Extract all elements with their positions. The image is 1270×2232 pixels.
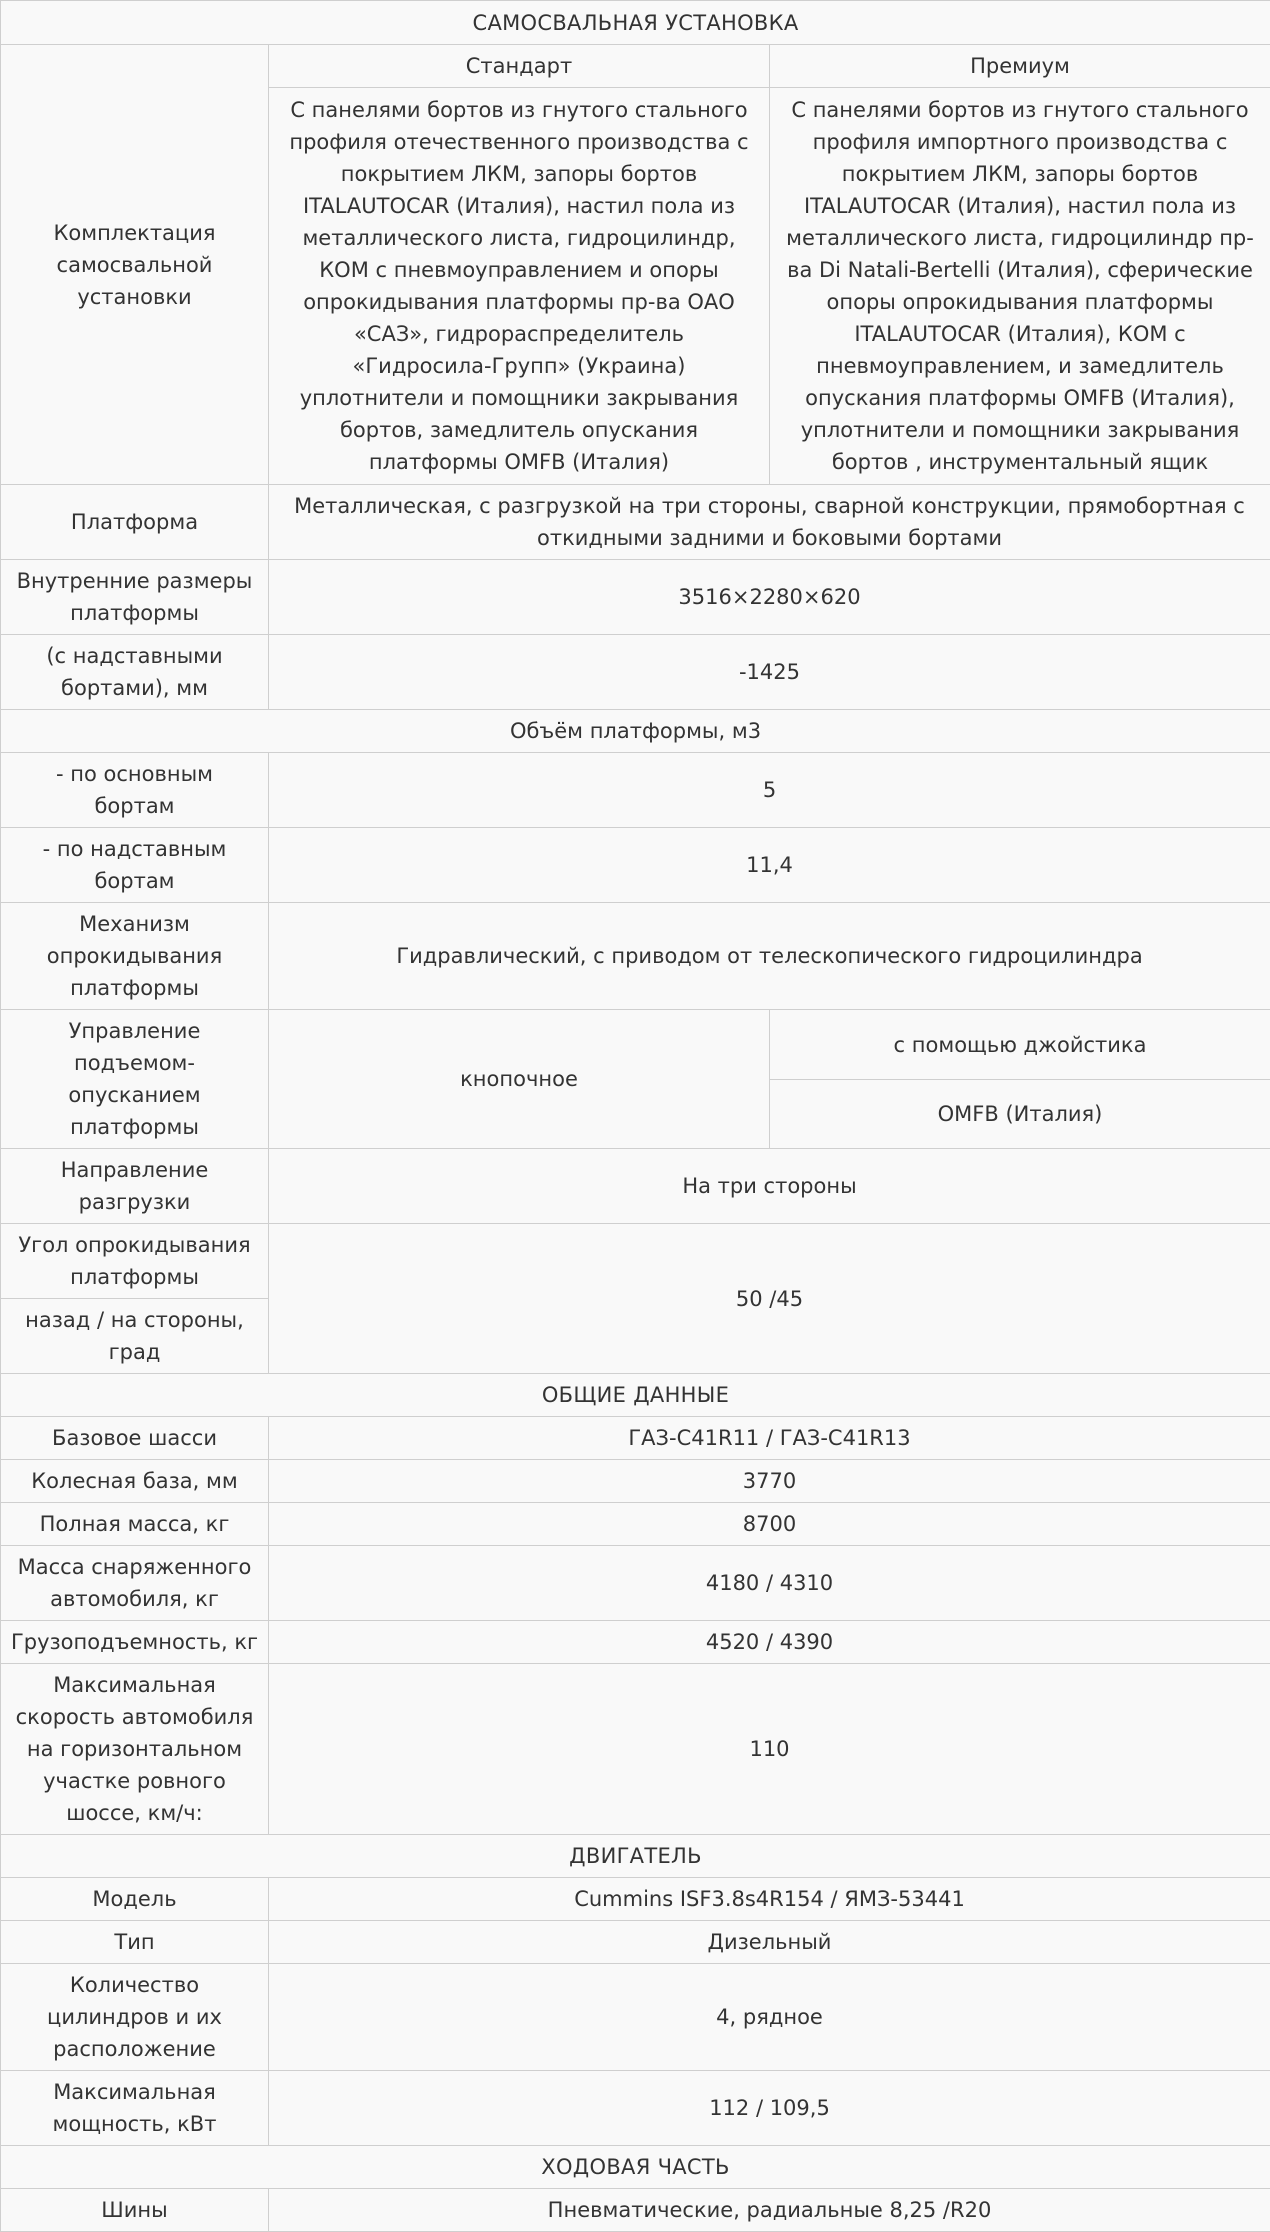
general-row <box>1 1417 1270 1460</box>
vol-ext-value: 11,4 <box>269 828 1270 903</box>
extended-value: -1425 <box>269 635 1270 710</box>
platform-label: Платформа <box>1 485 269 560</box>
general-value: ГАЗ-C41R11 / ГАЗ-C41R13 <box>269 1417 1270 1460</box>
vol-main-row <box>1 753 1270 828</box>
general-row <box>1 1460 1270 1503</box>
tipping-value: Гидравлический, с приводом от телескопического гидроцилиндра <box>269 903 1270 1010</box>
engine-label: Модель <box>1 1878 269 1921</box>
section-title-general: ОБЩИЕ ДАННЫЕ <box>1 1374 1270 1417</box>
platform-value: Металлическая, с разгрузкой на три стороны, сварной конструкции, прямобортная с откидными задними и боковыми бортами <box>269 485 1270 560</box>
engine-label: Максимальная мощность, кВт <box>1 2071 269 2146</box>
general-label: Масса снаряженного автомобиля, кг <box>1 1546 269 1621</box>
volume-header-row <box>1 710 1270 753</box>
general-label: Колесная база, мм <box>1 1460 269 1503</box>
chassis-value: Пневматические, радиальные 8,25 /R20 <box>269 2189 1270 2232</box>
tipping-row <box>1 903 1270 1010</box>
direction-value: На три стороны <box>269 1149 1270 1224</box>
engine-row <box>1 2071 1270 2146</box>
kit-label: Комплектация самосвальной установки <box>1 45 269 485</box>
inner-size-label: Внутренние размеры платформы <box>1 560 269 635</box>
section-title-dump: САМОСВАЛЬНАЯ УСТАНОВКА <box>1 1 1270 45</box>
general-value: 8700 <box>269 1503 1270 1546</box>
kit-premium-text: С панелями бортов из гнутого стального профиля импортного производства с покрытием ЛКМ, запоры бортов ITALAUTOCAR (Италия), настил пола из металлического листа, гидроцилиндр пр-ва Di Natali-Bertelli (Италия), сферические опоры опрокидывания платформы ITALAUTOCAR (Италия), КОМ с пневмоуправлением, и замедлитель опускания платформы OMFB (Италия), уплотнители и помощники закрывания бортов , инструментальный ящик <box>770 88 1270 485</box>
platform-row <box>1 485 1270 560</box>
general-label: Грузоподъемность, кг <box>1 1621 269 1664</box>
general-row <box>1 1503 1270 1546</box>
control-premium-1: с помощью джойстика <box>770 1010 1270 1080</box>
engine-row <box>1 1878 1270 1921</box>
engine-value: Дизельный <box>269 1921 1270 1964</box>
vol-main-value: 5 <box>269 753 1270 828</box>
kit-premium-header: Премиум <box>770 45 1270 88</box>
general-value: 3770 <box>269 1460 1270 1503</box>
inner-size-row <box>1 560 1270 635</box>
section-row-engine <box>1 1835 1270 1878</box>
section-title-engine: ДВИГАТЕЛЬ <box>1 1835 1270 1878</box>
general-row <box>1 1664 1270 1835</box>
engine-label: Тип <box>1 1921 269 1964</box>
control-premium-2: OMFB (Италия) <box>770 1080 1270 1149</box>
control-label: Управление подъемом-опусканием платформы <box>1 1010 269 1149</box>
vol-main-label: - по основным бортам <box>1 753 269 828</box>
general-label: Полная масса, кг <box>1 1503 269 1546</box>
section-title-chassis: ХОДОВАЯ ЧАСТЬ <box>1 2146 1270 2189</box>
general-value: 4180 / 4310 <box>269 1546 1270 1621</box>
engine-value: Cummins ISF3.8s4R154 / ЯМЗ-53441 <box>269 1878 1270 1921</box>
vol-ext-label: - по надставным бортам <box>1 828 269 903</box>
section-row-general <box>1 1374 1270 1417</box>
angle-label-2: назад / на стороны, град <box>1 1299 269 1374</box>
inner-size-value: 3516×2280×620 <box>269 560 1270 635</box>
general-label: Максимальная скорость автомобиля на горизонтальном участке ровного шоссе, км/ч: <box>1 1664 269 1835</box>
general-row <box>1 1546 1270 1621</box>
general-value: 4520 / 4390 <box>269 1621 1270 1664</box>
control-standard: кнопочное <box>269 1010 770 1149</box>
chassis-label: Шины <box>1 2189 269 2232</box>
engine-value: 4, рядное <box>269 1964 1270 2071</box>
control-row-1 <box>1 1010 1270 1080</box>
general-row <box>1 1621 1270 1664</box>
extended-row <box>1 635 1270 710</box>
kit-standard-header: Стандарт <box>269 45 770 88</box>
section-row-chassis <box>1 2146 1270 2189</box>
extended-label: (с надставными бортами), мм <box>1 635 269 710</box>
chassis-row <box>1 2189 1270 2232</box>
angle-value: 50 /45 <box>269 1224 1270 1374</box>
angle-label-1: Угол опрокидывания платформы <box>1 1224 269 1299</box>
tipping-label: Механизм опрокидывания платформы <box>1 903 269 1010</box>
engine-value: 112 / 109,5 <box>269 2071 1270 2146</box>
angle-row-1 <box>1 1224 1270 1299</box>
engine-row <box>1 1964 1270 2071</box>
volume-header: Объём платформы, м3 <box>1 710 1270 753</box>
direction-label: Направление разгрузки <box>1 1149 269 1224</box>
section-row-dump <box>1 1 1270 45</box>
direction-row <box>1 1149 1270 1224</box>
engine-row <box>1 1921 1270 1964</box>
general-value: 110 <box>269 1664 1270 1835</box>
vol-ext-row <box>1 828 1270 903</box>
general-label: Базовое шасси <box>1 1417 269 1460</box>
kit-header-row <box>1 45 1270 88</box>
kit-standard-text: С панелями бортов из гнутого стального профиля отечественного производства с покрытием ЛКМ, запоры бортов ITALAUTOCAR (Италия), настил пола из металлического листа, гидроцилиндр, КОМ с пневмоуправлением и опоры опрокидывания платформы пр-ва ОАО «САЗ», гидрораспределитель «Гидросила-Групп» (Украина) уплотнители и помощники закрывания бортов, замедлитель опускания платформы OMFB (Италия) <box>269 88 770 485</box>
engine-label: Количество цилиндров и их расположение <box>1 1964 269 2071</box>
